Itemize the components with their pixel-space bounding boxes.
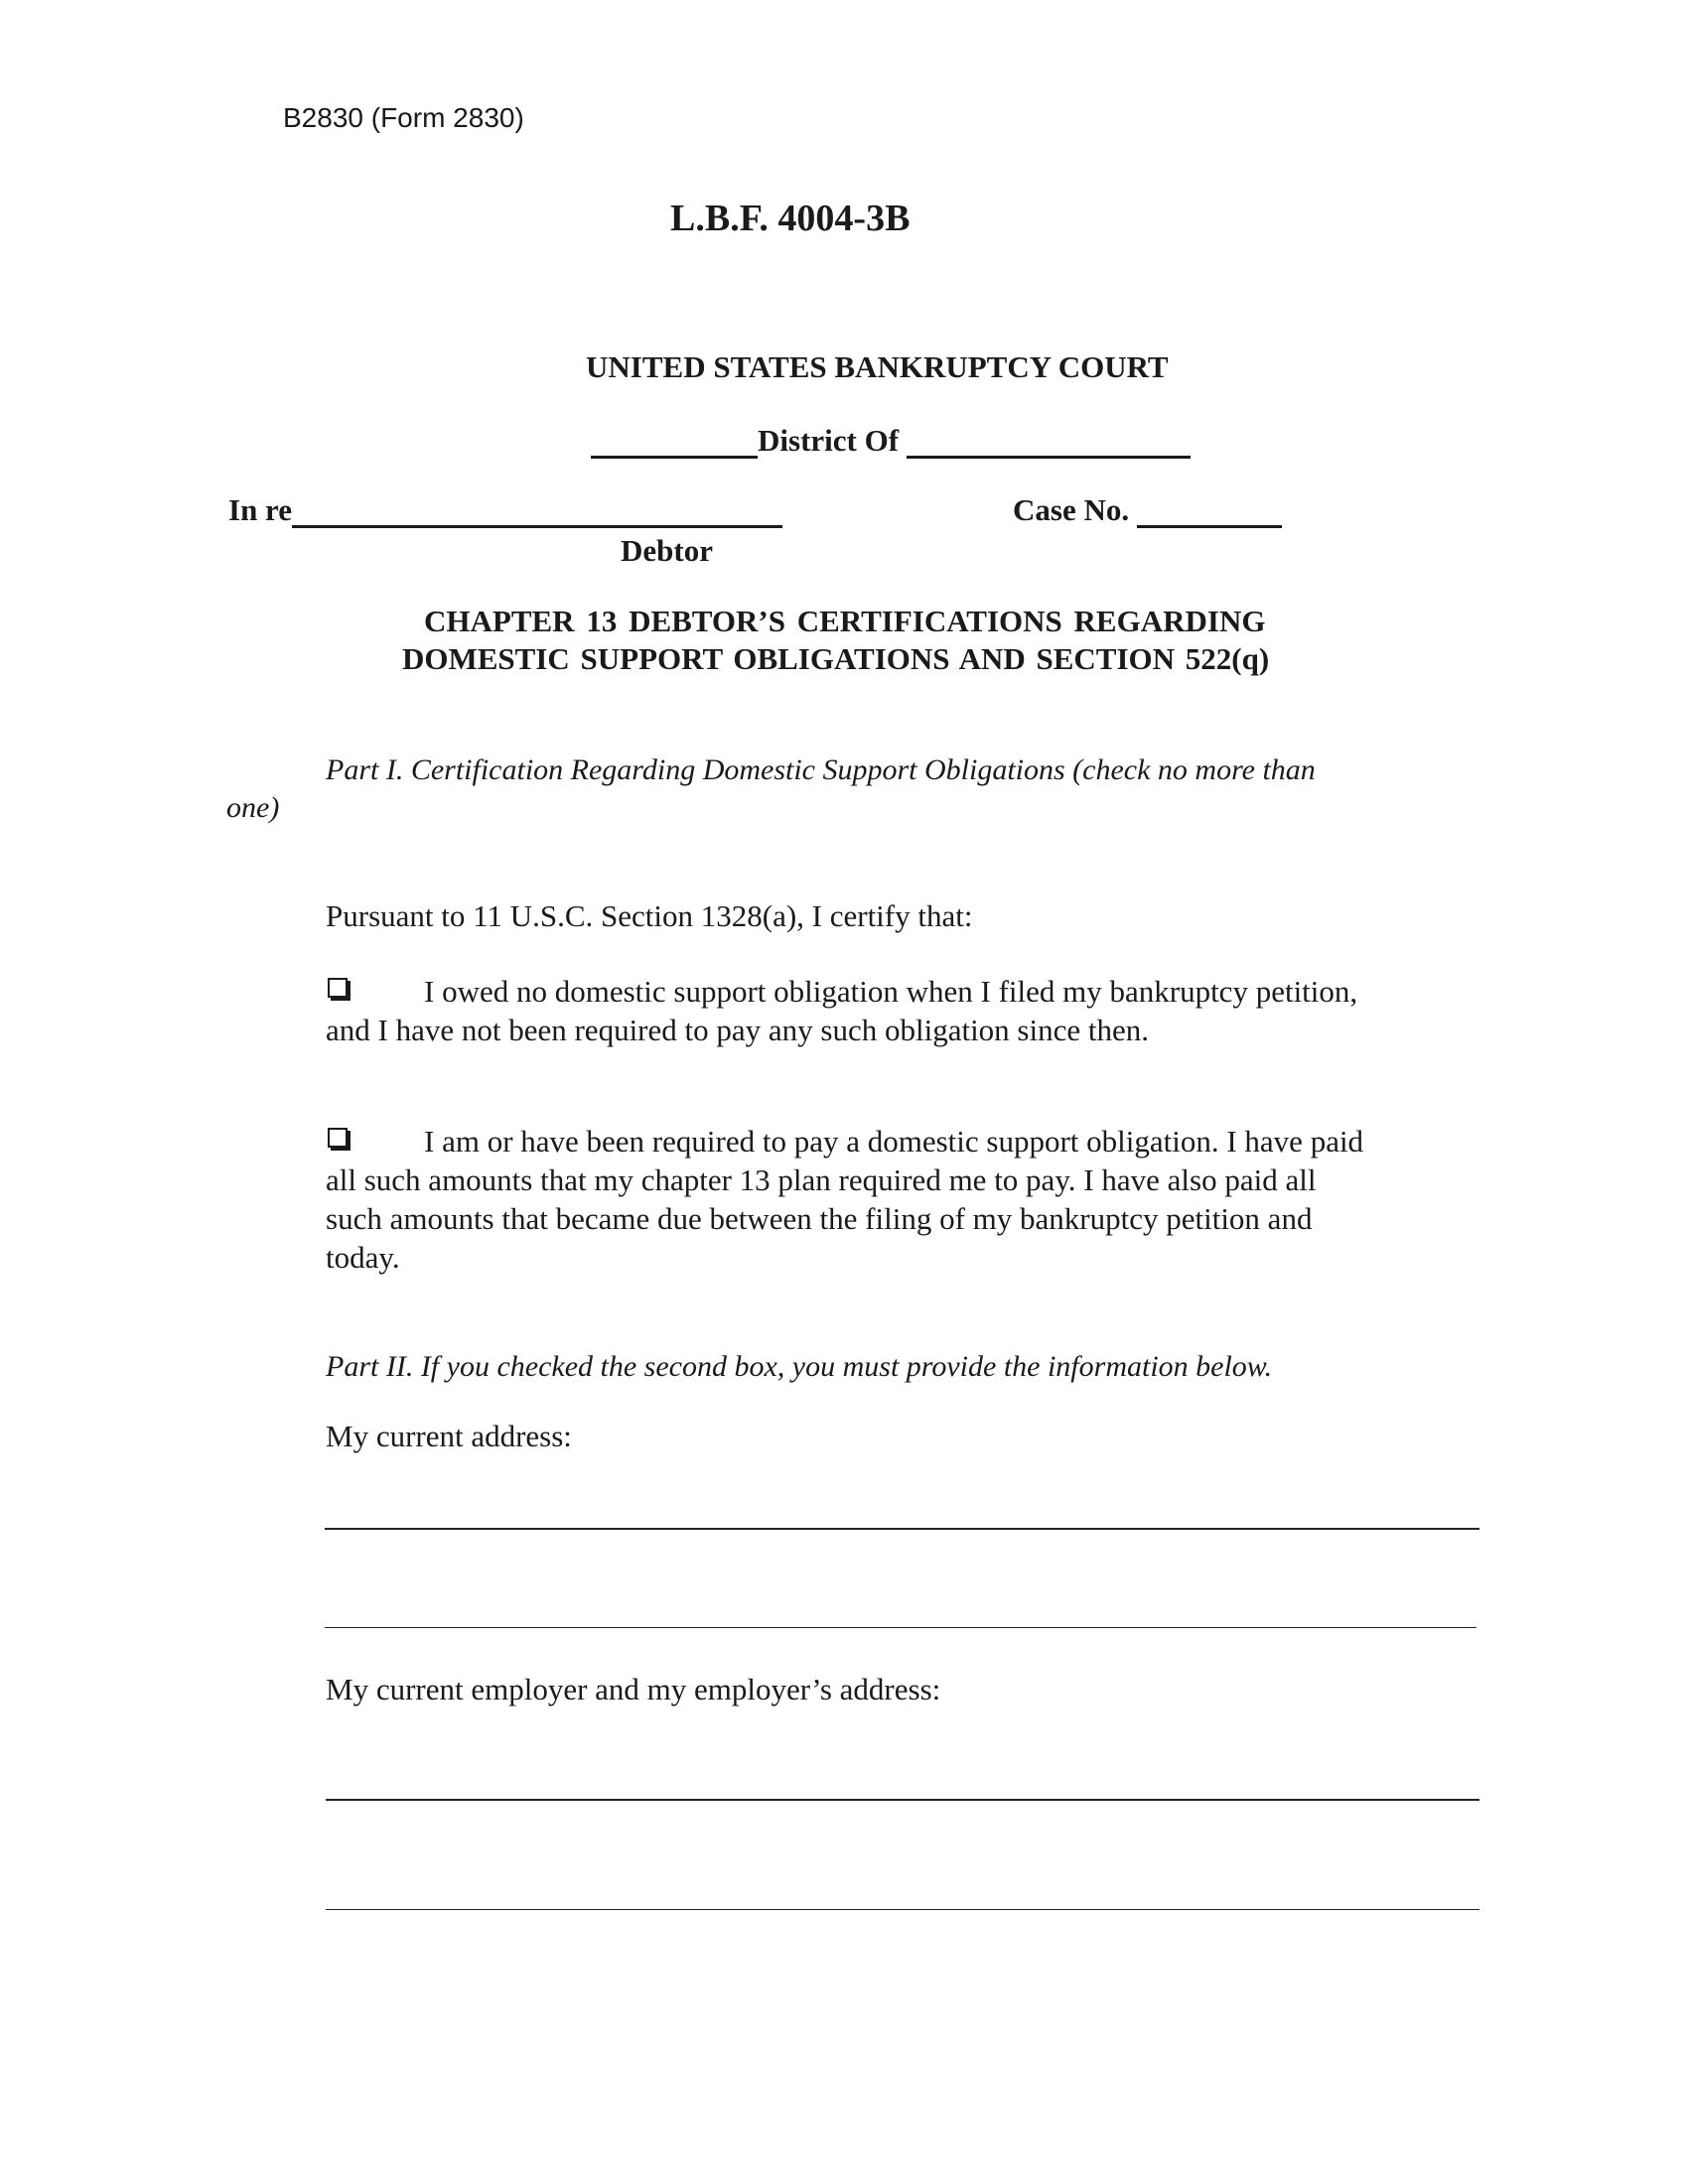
- title-line-2: DOMESTIC SUPPORT OBLIGATIONS AND SECTION 522(q): [402, 641, 1270, 676]
- option1-text: [326, 972, 1438, 1049]
- local-form-number: L.B.F. 4004-3B: [670, 198, 911, 239]
- option2-line4: today.: [326, 1240, 400, 1275]
- option2-line1: I am or have been required to pay a domestic support obligation. I have paid: [424, 1124, 1364, 1159]
- employer-field-line-2[interactable]: [326, 1909, 1479, 1910]
- part1-heading-line2: one): [226, 791, 280, 824]
- in-re-line: [228, 492, 782, 528]
- address-field-line-2[interactable]: [325, 1627, 1477, 1628]
- case-number-field[interactable]: [1137, 495, 1282, 528]
- district-name-field[interactable]: [907, 426, 1191, 459]
- district-line: [591, 423, 1191, 459]
- form-code: B2830 (Form 2830): [283, 102, 524, 133]
- address-field-line-1[interactable]: [325, 1528, 1479, 1530]
- in-re-label: In re: [228, 492, 293, 527]
- district-state-field[interactable]: [591, 426, 758, 459]
- debtor-label: Debtor: [621, 533, 713, 568]
- option2-line3: such amounts that became due between the filing of my bankruptcy petition and: [326, 1201, 1313, 1236]
- court-name: UNITED STATES BANKRUPTCY COURT: [586, 349, 1169, 384]
- title-line-1: CHAPTER 13 DEBTOR’S CERTIFICATIONS REGARDING: [424, 604, 1266, 638]
- case-no-label: Case No.: [1013, 492, 1130, 527]
- employer-field-line-1[interactable]: [326, 1799, 1479, 1801]
- option2-text: [326, 1122, 1438, 1277]
- district-label: District Of: [758, 423, 900, 458]
- case-no-line: [1013, 492, 1282, 528]
- part1-heading-line1: Part I. Certification Regarding Domestic Support Obligations (check no more than: [326, 753, 1316, 786]
- debtor-name-field[interactable]: [292, 495, 782, 528]
- address-label: My current address:: [326, 1419, 572, 1453]
- option2-line2: all such amounts that my chapter 13 plan required me to pay. I have also paid all: [326, 1162, 1317, 1197]
- part1-intro: Pursuant to 11 U.S.C. Section 1328(a), I certify that:: [326, 898, 973, 933]
- option1-line2: and I have not been required to pay any such obligation since then.: [326, 1013, 1149, 1047]
- option1-line1: I owed no domestic support obligation when I filed my bankruptcy petition,: [424, 974, 1358, 1009]
- employer-label: My current employer and my employer’s address:: [326, 1672, 941, 1706]
- part2-heading: Part II. If you checked the second box, you must provide the information below.: [326, 1350, 1273, 1383]
- document-title: [402, 603, 1345, 678]
